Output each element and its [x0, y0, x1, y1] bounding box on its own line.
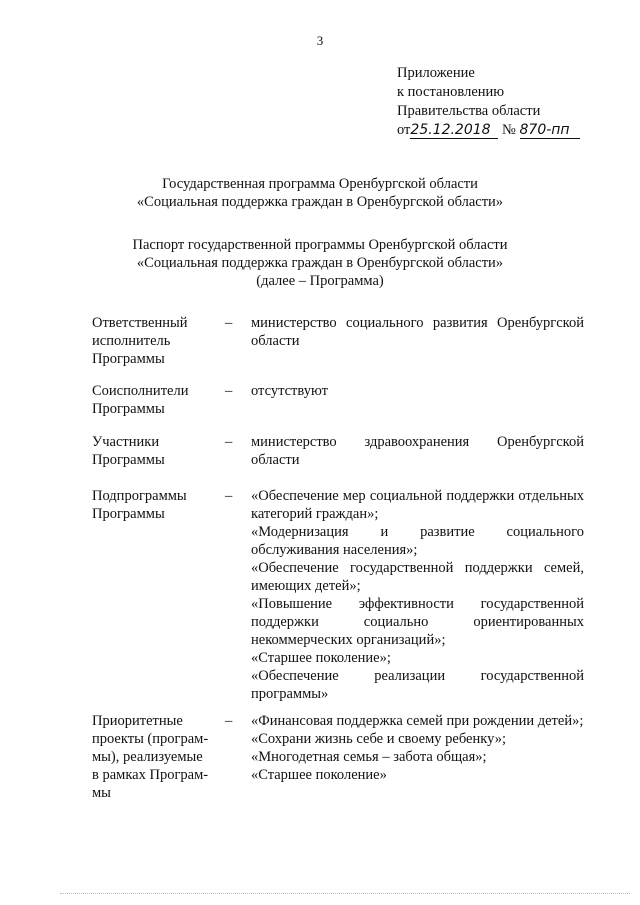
row-dash: –	[225, 713, 233, 729]
label-line: Участники	[92, 434, 160, 450]
appendix-line-1: Приложение	[397, 65, 475, 81]
row-value	[251, 487, 584, 703]
row-dash: –	[225, 383, 233, 399]
row-label	[92, 382, 220, 418]
value-line: «Многодетная семья – забота общая»;	[251, 749, 487, 765]
row-label	[92, 314, 220, 368]
value-line: «Обеспечение государственной поддержки семей, имеющих детей»;	[251, 560, 584, 594]
value-line: «Старшее поколение»;	[251, 650, 391, 666]
value-line: «Финансовая поддержка семей при рождении детей»;	[251, 713, 584, 729]
label-line: Программы	[92, 506, 165, 522]
row-value	[251, 382, 584, 400]
label-line: Подпрограммы	[92, 488, 187, 504]
label-line: исполнитель	[92, 333, 171, 349]
row-label	[92, 487, 220, 523]
label-line: Программы	[92, 351, 165, 367]
passport-title-line-3: (далее – Программа)	[256, 273, 384, 289]
label-line: Ответственный	[92, 315, 188, 331]
number-label: №	[502, 122, 516, 138]
row-label	[92, 712, 220, 802]
program-title	[0, 175, 640, 211]
value-line: «Сохрани жизнь себе и своему ребенку»;	[251, 731, 506, 747]
label-line: мы	[92, 785, 111, 801]
label-line: проекты (програм-	[92, 731, 209, 747]
value-line: «Обеспечение реализации государственной программы»	[251, 668, 584, 702]
scan-artifact-divider	[60, 893, 630, 898]
value-line: отсутствуют	[251, 383, 328, 399]
appendix-block	[397, 64, 580, 140]
row-value	[251, 433, 584, 469]
row-value	[251, 712, 584, 784]
appendix-date-line	[397, 121, 580, 140]
value-line: «Повышение эффективности государственной поддержки социально ориентированных некоммерческих организаций»;	[251, 596, 584, 648]
label-line: Программы	[92, 452, 165, 468]
label-line: Приоритетные	[92, 713, 183, 729]
row-dash: –	[225, 488, 233, 504]
handwritten-date: 25.12.2018	[410, 123, 498, 139]
row-dash: –	[225, 434, 233, 450]
program-title-line-1: Государственная программа Оренбургской области	[162, 176, 478, 192]
page-number: 3	[316, 33, 324, 48]
passport-title	[0, 236, 640, 290]
passport-title-line-1: Паспорт государственной программы Оренбургской области	[132, 237, 508, 253]
program-title-line-2: «Социальная поддержка граждан в Оренбургской области»	[136, 194, 504, 210]
handwritten-number: 870-пп	[520, 123, 580, 139]
row-value	[251, 314, 584, 350]
from-label: от	[397, 122, 411, 138]
value-line: министерство социального развития Оренбургской области	[251, 315, 584, 349]
appendix-line-2: к постановлению	[397, 84, 505, 100]
label-line: в рамках Програм-	[92, 767, 209, 783]
value-line: «Модернизация и развитие социального обслуживания населения»;	[251, 524, 584, 558]
row-label	[92, 433, 220, 469]
value-line: «Обеспечение мер социальной поддержки отдельных категорий граждан»;	[251, 488, 584, 522]
row-dash: –	[225, 315, 233, 331]
passport-title-line-2: «Социальная поддержка граждан в Оренбургской области»	[136, 255, 504, 271]
label-line: Соисполнители	[92, 383, 189, 399]
appendix-line-3: Правительства области	[397, 103, 541, 119]
value-line: министерство здравоохранения Оренбургской области	[251, 434, 584, 468]
label-line: Программы	[92, 401, 165, 417]
label-line: мы), реализуемые	[92, 749, 203, 765]
value-line: «Старшее поколение»	[251, 767, 387, 783]
